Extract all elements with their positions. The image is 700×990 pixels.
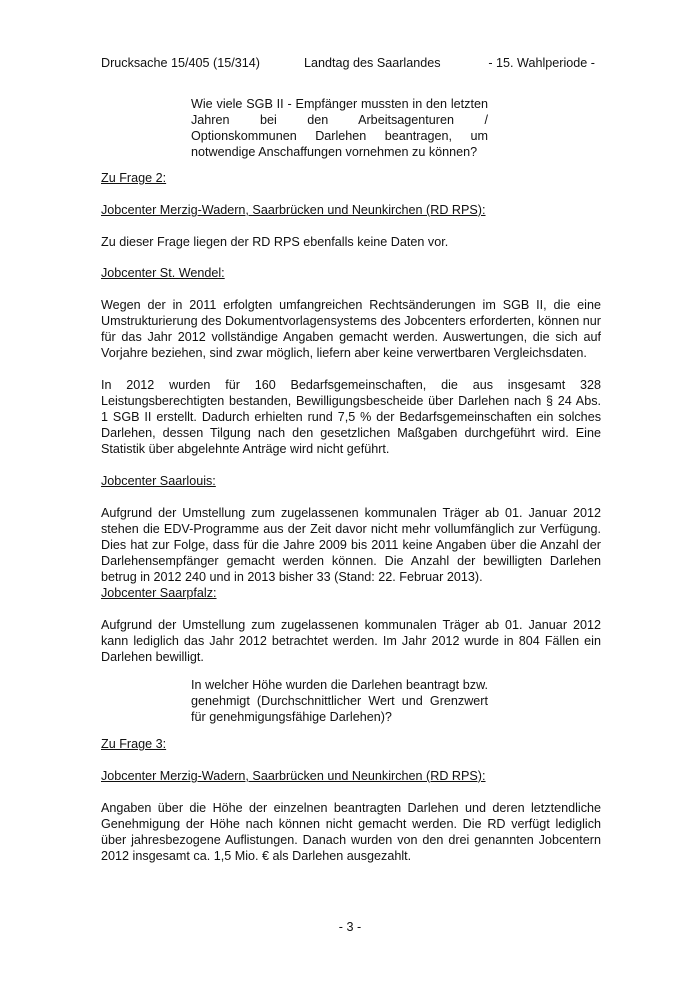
answer-3-rd-rps-text: Angaben über die Höhe der einzelnen beantragten Darlehen und deren letztendliche Genehmigung der Höhe nach können nicht gemacht werden. Die RD verfügt lediglich über jahresbezogene Auflistungen. Danach wurden von den drei genannten Jobcentern 2012 insgesamt ca. 1,5 Mio. € als Darlehen ausgezahlt. (101, 801, 601, 863)
answer-3-heading: Zu Frage 3: (101, 737, 167, 751)
answer-2-st-wendel-heading: Jobcenter St. Wendel: (101, 266, 225, 280)
answer-2-saarpfalz-heading: Jobcenter Saarpfalz: (101, 586, 217, 600)
answer-2-st-wendel-paragraph-1: Wegen der in 2011 erfolgten umfangreichen Rechtsänderungen im SGB II, die eine Umstrukturierung des Dokumentvorlagensystems des Jobcenters erforderten, können nur für das Jahr 2012 vollständige Angaben gemacht werden. Auswertungen, die sich auf Vorjahre beziehen, sind zwar möglich, liefern aber keine verwertbaren Vergleichsdaten. (101, 298, 601, 360)
header-document-number: Drucksache 15/405 (15/314) (101, 56, 260, 70)
answer-2-st-wendel-paragraph-2: In 2012 wurden für 160 Bedarfsgemeinschaften, die aus insgesamt 328 Leistungsberechtigten bestanden, Bewilligungsbescheide über Darlehen nach § 24 Abs. 1 SGB II erstellt. Dadurch erhielten rund 7,5 % der Bedarfsgemeinschaften ein solches Darlehen, dessen Tilgung nach den gesetzlichen Maßgaben durchgeführt wird. Eine Statistik über abgelehnte Anträge wird nicht geführt. (101, 378, 601, 456)
answer-2-saarlouis-text: Aufgrund der Umstellung zum zugelassenen kommunalen Träger ab 01. Januar 2012 stehen die EDV-Programme aus der Zeit davor nicht mehr vollumfänglich zur Verfügung. Dies hat zur Folge, dass für die Jahre 2009 bis 2011 keine Angaben über die Anzahl der Darlehensempfänger gemacht werden können. Die Anzahl der bewilligten Darlehen betrug in 2012 240 und in 2013 bisher 33 (Stand: 22. Februar 2013). (101, 506, 601, 584)
answer-2-saarlouis-heading: Jobcenter Saarlouis: (101, 474, 216, 488)
answer-2-rd-rps-text: Zu dieser Frage liegen der RD RPS ebenfalls keine Daten vor. (101, 235, 449, 249)
page-header (101, 55, 598, 71)
question-1-text: Wie viele SGB II - Empfänger mussten in den letzten Jahren bei den Arbeitsagenturen / Optionskommunen Darlehen beantragen, um notwendige Anschaffungen vornehmen zu können? (191, 97, 488, 159)
header-period: - 15. Wahlperiode - (488, 56, 595, 70)
header-parliament: Landtag des Saarlandes (304, 56, 441, 70)
answer-2-saarpfalz-text: Aufgrund der Umstellung zum zugelassenen kommunalen Träger ab 01. Januar 2012 kann lediglich das Jahr 2012 betrachtet werden. Im Jahr 2012 wurde in 804 Fällen ein Darlehen bewilligt. (101, 618, 601, 664)
answer-3-rd-rps-heading: Jobcenter Merzig-Wadern, Saarbrücken und Neunkirchen (RD RPS): (101, 769, 486, 783)
question-3-text: In welcher Höhe wurden die Darlehen beantragt bzw. genehmigt (Durchschnittlicher Wert und Grenzwert für genehmigungsfähige Darlehen)? (191, 678, 488, 724)
page-number: - 3 - (338, 920, 362, 934)
answer-2-rd-rps-heading: Jobcenter Merzig-Wadern, Saarbrücken und Neunkirchen (RD RPS): (101, 203, 486, 217)
answer-2-heading: Zu Frage 2: (101, 171, 167, 185)
